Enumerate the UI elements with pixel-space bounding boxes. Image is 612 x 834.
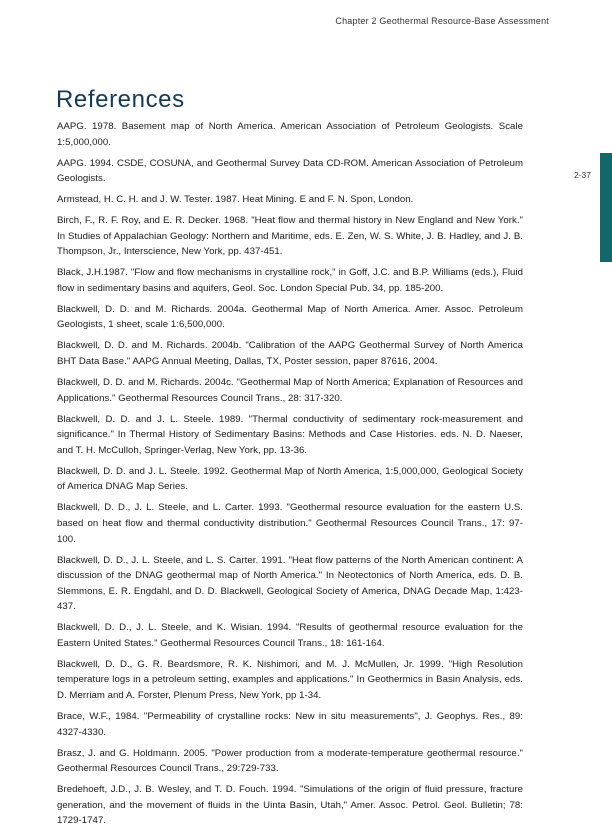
reference-entry: Blackwell, D. D., J. L. Steele, and K. Wisian. 1994. "Results of geothermal resource evaluation for the Eastern United States." Geothermal Resources Council Trans., 18: 161-164. [57,622,523,649]
reference-entry: Blackwell, D. D. and M. Richards. 2004a. Geothermal Map of North America. Amer. Assoc. Petroleum Geologists, 1 sheet, scale 1:6,500,000. [57,303,523,331]
reference-entry: Blackwell, D. D., J. L. Steele, and L. Carter. 1993. "Geothermal resource evaluation for the eastern U.S. based on heat flow and thermal conductivity distribution." Geothermal Resources Council Trans., 17: 97-100. [57,502,523,545]
page-number: 2-37 [574,170,592,180]
chapter-tab-marker [600,153,612,262]
reference-entry: Brasz, J. and G. Holdmann. 2005. "Power production from a moderate-temperature geothermal resource." Geothermal Resources Council Trans., 29:729-733. [57,747,523,775]
reference-entry: AAPG. 1978. Basement map of North America. American Association of Petroleum Geologists. Scale 1:5,000,000. [57,121,523,148]
page-title: References [56,86,185,113]
reference-entry: Brace, W.F., 1984. "Permeability of crystalline rocks: New in situ measurements", J. Geophys. Res., 89: 4327-4330. [57,711,523,738]
reference-entry: Armstead, H. C. H. and J. W. Tester. 1987. Heat Mining. E and F. N. Spon, London. [57,194,414,206]
reference-entry: Blackwell, D. D. and J. L. Steele. 1989. "Thermal conductivity of sedimentary rock-measurement and significance." In Thermal History of Sedimentary Basins: Methods and Case Histories. eds. N. D. Naeser, and T. H. McCulloh, Springer-Verlag, New York, pp. 13-36. [57,413,523,456]
reference-entry: Black, J.H.1987. "Flow and flow mechanisms in crystalline rock," in Goff, J.C. and B.P. Williams (eds.), Fluid flow in sedimentary basins and aquifers, Geol. Soc. London Special Pub. 34, pp. 185-200. [57,267,523,294]
reference-entry: Blackwell, D. D. and M. Richards. 2004c. "Geothermal Map of North America; Explanation of Resources and Applications." Geothermal Resources Council Trans., 28: 317-320. [57,377,523,404]
reference-entry: Birch, F., R. F. Roy, and E. R. Decker. 1968. "Heat flow and thermal history in New England and New York." In Studies of Appalachian Geology: Northern and Maritime, eds. E. Zen, W. S. White, J. B. Hadley, and J. B. Thompson, Jr., Interscience, New York, pp. 437-451. [57,215,523,258]
reference-entry: Blackwell, D. D. and J. L. Steele. 1992. Geothermal Map of North America, 1:5,000,000, Geological Society of America DNAG Map Series. [57,465,523,493]
reference-entry: Blackwell, D. D. and M. Richards. 2004b. "Calibration of the AAPG Geothermal Survey of North America BHT Data Base." AAPG Annual Meeting, Dallas, TX, Poster session, paper 87616, 2004. [57,340,523,368]
running-header: Chapter 2 Geothermal Resource-Base Assessment [335,16,549,26]
reference-entry: Blackwell, D. D., J. L. Steele, and L. S. Carter. 1991. "Heat flow patterns of the North American continent: A discussion of the DNAG geothermal map of North America." In Neotectonics of North America, eds. D. B. Slemmons, E. R. Engdahl, and D. D. Blackwell, Geological Society of America, DNAG Decade Map, 1:423-437. [57,554,523,613]
reference-entry: AAPG. 1994. CSDE, COSUNA, and Geothermal Survey Data CD-ROM. American Association of Petroleum Geologists. [57,157,523,185]
reference-list [57,119,523,834]
reference-entry: Bredehoeft, J.D., J. B. Wesley, and T. D. Fouch. 1994. "Simulations of the origin of fluid pressure, fracture generation, and the movement of fluids in the Uinta Basin, Utah," Amer. Assoc. Petrol. Geol. Bulletin; 78: 1729-1747. [57,784,523,827]
reference-entry: Blackwell, D. D., G. R. Beardsmore, R. K. Nishimori, and M. J. McMullen, Jr. 1999. "High Resolution temperature logs in a petroleum setting, examples and applications." In Geothermics in Basin Analysis, eds. D. Merriam and A. Forster, Plenum Press, New York, pp 1-34. [57,658,523,702]
